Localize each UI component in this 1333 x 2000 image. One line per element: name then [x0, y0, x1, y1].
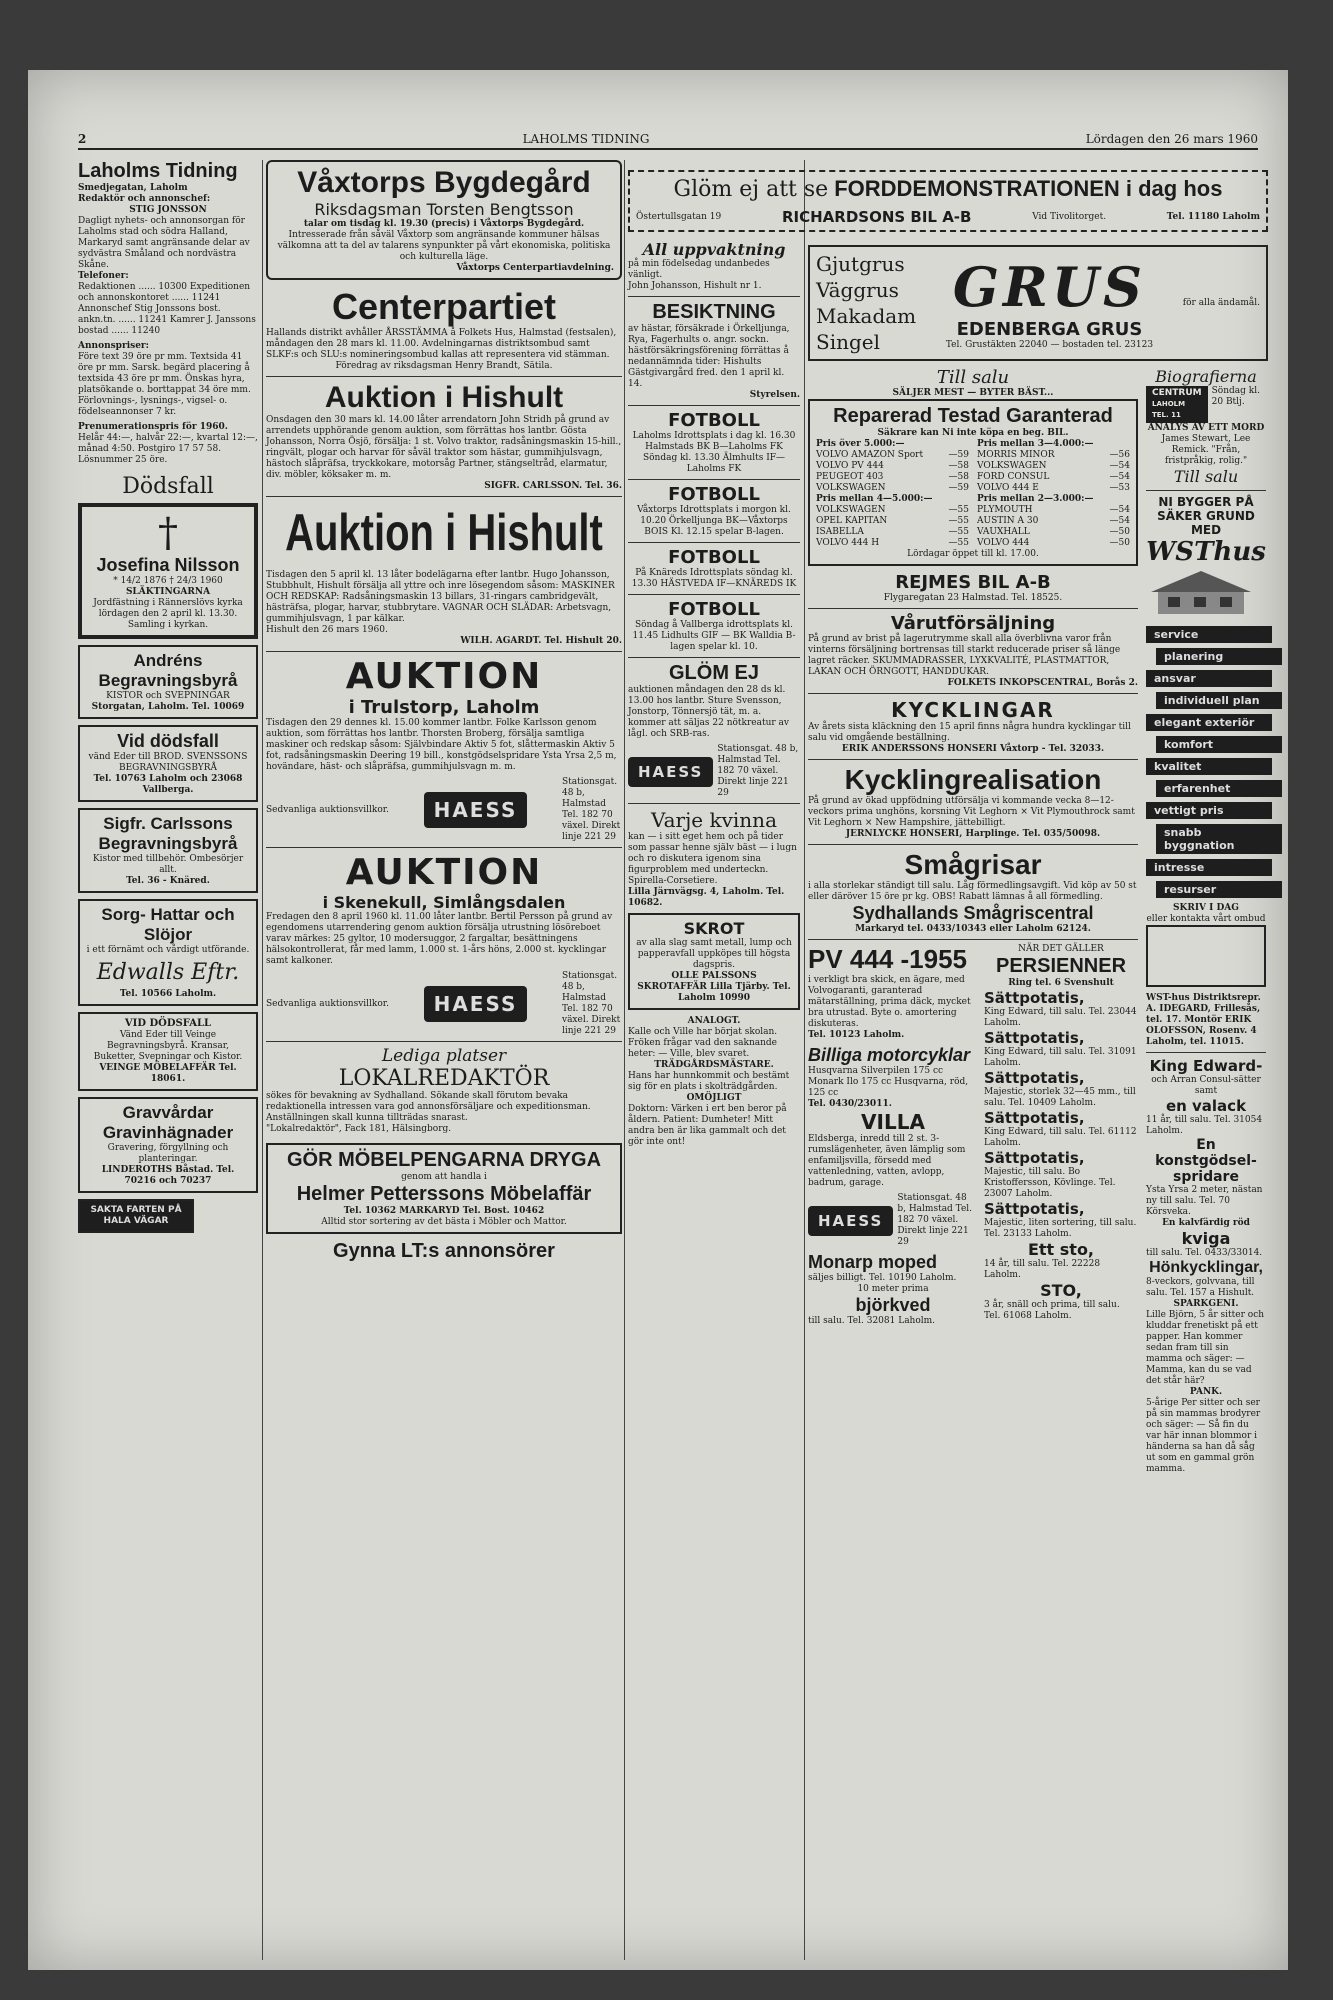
spark-title: SPARKGENI. — [1173, 1299, 1239, 1309]
car-row — [816, 472, 969, 483]
grus-big: GRUS — [952, 255, 1147, 319]
haess-addr: Stationsgat. 48 b, Halmstad Tel. 182 70 växel. Direkt linje 221 29 — [717, 744, 799, 798]
car-model: MORRIS MINOR — [977, 450, 1055, 460]
haess-logo-icon: HAESS — [628, 757, 713, 787]
bjork-pre: 10 meter prima — [857, 1284, 929, 1294]
grav-sub: Gravering, förgyllning och planteringar. — [107, 1143, 229, 1164]
vid2-ad — [78, 1012, 258, 1091]
grav-ad — [78, 1097, 258, 1193]
andrens-addr: Storgatan, Laholm. Tel. 10069 — [91, 702, 245, 712]
car-row — [977, 450, 1130, 461]
monarp-title: Monarp moped — [808, 1252, 937, 1272]
car-row — [977, 439, 1130, 450]
billiga-tel: Tel. 0430/23011. — [808, 1099, 892, 1109]
rep-title: Reparerad Testad Garanterad — [833, 405, 1113, 427]
car-year: —55 — [948, 516, 969, 526]
bjork-tel: till salu. Tel. 32081 Laholm. — [808, 1316, 936, 1326]
glom-addr: Östertullsgatan 19 — [636, 211, 722, 222]
center-title: Centerpartiet — [331, 286, 557, 327]
wst-tag: snabb byggnation — [1156, 824, 1282, 854]
skrot-text: av alla slag samt metall, lump och papperavfall uppköpes till högsta dagspris. — [636, 938, 792, 970]
wst-tag: kvalitet — [1146, 758, 1272, 775]
kyck-text: Av årets sista kläckning den 15 april finns några hundra kycklingar till salu vid omgående beställning. — [808, 722, 1131, 743]
car-model: FORD CONSUL — [977, 472, 1050, 482]
satt-3-title: Sättpotatis, — [984, 1069, 1085, 1087]
auktion-hishult-1-title: Auktion i Hishult — [324, 381, 564, 414]
vaxtorp-sign: Våxtorps Centerpartiavdelning. — [456, 263, 614, 273]
smag-text: i alla storlekar ständigt till salu. Låg förmedlingsavgift. Vid köp av 50 st eller däröver 15 öre pr kg. OBS! Rabatt lämnas å all förmedling. — [808, 881, 1137, 902]
car-year: —55 — [948, 538, 969, 548]
rejmes-name: REJMES BIL A-B — [895, 572, 1051, 593]
fotboll-1-title: FOTBOLL — [668, 410, 760, 431]
glom-title: GLÖM EJ — [668, 662, 759, 684]
vid2-tel: VEINGE MÖBELAFFÄR Tel. 18061. — [99, 1063, 237, 1084]
tillsalu-1: Till salu — [936, 367, 1010, 388]
rep-ad — [808, 399, 1138, 566]
car-model: Pris mellan 3—4.000:— — [977, 439, 1094, 449]
ford-banner — [628, 170, 1268, 238]
death-text: Jordfästning i Rännerslövs kyrka lördagen den 2 april kl. 13.30. Samling i kyrkan. — [93, 598, 243, 630]
wst-tags — [1146, 626, 1266, 898]
persi-tel: Ring tel. 6 Svenshult — [1008, 978, 1114, 988]
persi-pre: NÄR DET GÄLLER — [1018, 944, 1104, 954]
rejmes-addr: Flygaregatan 23 Halmstad. Tel. 18525. — [883, 593, 1063, 603]
car-model: PEUGEOT 403 — [816, 472, 884, 482]
car-model: VOLKSWAGEN — [816, 505, 886, 515]
car-section — [808, 367, 1138, 1475]
spark-text: Lille Björn, 5 år sitter och kluddar frenetiskt på ett papper. Han kommer sedan fram till sin mamma och säger: — Mamma, kan du se vad det står här? — [1146, 1310, 1265, 1386]
auktion-hishult-2-text: Tisdagen den 5 april kl. 13 låter bodelägarna efter lantbr. Hugo Johansson, Stubbhult, Hishult försälja all yttre och inre lösegendom såsom: MASKINER OCH REDSKAP: Radsåningsmaskin 13 billars, 31-ringars cambridgevält, hästräfsa, plogar, harvar, stubbrytare. VAGNAR OCH SLÄDAR: Arbetsvagn, gummihjulsvagn, 1 par kälkar. — [266, 570, 615, 624]
car-model: AUSTIN A 30 — [977, 516, 1039, 526]
villa-title: VILLA — [861, 1110, 925, 1134]
wst-tag: ansvar — [1146, 670, 1272, 687]
car-row — [977, 527, 1130, 538]
omoj-text: Doktorn: Värken i ert ben beror på åldern. Patient: Dumheter! Mitt andra ben är lika gammalt och det gör inte ont! — [628, 1104, 787, 1147]
car-year: —55 — [948, 505, 969, 515]
grus-side: för alla ändamål. — [1182, 297, 1260, 308]
auktion-trulstorp-sub: i Trulstorp, Laholm — [348, 697, 540, 718]
haess-addr: Stationsgat. 48 b, Halmstad Tel. 182 70 växel. Direkt linje 221 29 — [561, 777, 621, 842]
car-row — [816, 483, 969, 494]
phones-label: Telefoner: — [78, 271, 129, 281]
centrum-info: Söndag kl. 20 Btlj. — [1211, 386, 1260, 407]
villa-text: Eldsberga, inredd till 2 st. 3-rumslägenheter, även lämplig som enfamiljsvilla, försedd med vattenledning, vatten, avlopp, badrum, garage. — [808, 1134, 966, 1188]
sto-text: 3 år, snäll och prima, till salu. Tel. 61068 Laholm. — [984, 1300, 1120, 1321]
rep-open: Lördagar öppet till kl. 17.00. — [907, 549, 1039, 559]
kviga-title: kviga — [1181, 1229, 1231, 1248]
car-year: —59 — [948, 483, 969, 493]
syd-tel: Markaryd tel. 0433/10343 eller Laholm 62124. — [855, 924, 1091, 934]
centrum-logo-icon: CENTRUM LAHOLM TEL. 11 — [1146, 386, 1208, 423]
haess-logo-icon: HAESS — [424, 986, 528, 1022]
wst-tag: service — [1146, 626, 1272, 643]
car-model: ISABELLA — [816, 527, 864, 537]
bio-cast: James Stewart, Lee Remick. "Från, fristpråkig, rolig." — [1161, 434, 1251, 466]
var-sign: FOLKETS INKOPSCENTRAL, Borås 2. — [947, 678, 1138, 688]
death-notice — [78, 503, 258, 639]
car-model: VOLKSWAGEN — [977, 461, 1047, 471]
analogt-text: Kalle och Ville har börjat skolan. Fröken frågar vad den saknande heter: — Ville, blev svaret. — [628, 1027, 778, 1059]
car-year: —54 — [1109, 505, 1130, 515]
king-title: King Edward- — [1149, 1057, 1263, 1075]
andrens-ad — [78, 645, 258, 719]
king-text: och Arran Consul-sätter samt — [1151, 1075, 1261, 1096]
newspaper-page — [28, 70, 1288, 1970]
varje-sign: Lilla Järnvägsg. 4, Laholm. Tel. 10682. — [628, 887, 785, 908]
car-year: —58 — [948, 461, 969, 471]
vaxtorp-text: Intresserade från såväl Våxtorp som angränsande kommuner hälsas välkomna att ta del av talarens synpunkter på vårt ekonomiska, politiska och kulturella läge. — [277, 230, 611, 262]
vaxtorp-speaker: Riksdagsman Torsten Bengtsson — [314, 200, 574, 219]
car-row — [977, 516, 1130, 527]
auktion-hishult-2-sign: WILH. AGARDT. Tel. Hishult 20. — [460, 636, 622, 646]
fotboll-3-title: FOTBOLL — [668, 547, 760, 568]
honk-title: Hönkycklingar, — [1149, 1259, 1263, 1276]
mobel-name: Helmer Petterssons Möbelaffär — [296, 1183, 592, 1205]
kviga-pre: En kalvfärdig röd — [1162, 1218, 1250, 1228]
vid-dodsfall-ad — [78, 725, 258, 802]
car-year: —56 — [1109, 450, 1130, 460]
car-model: VOLKSWAGEN — [816, 483, 886, 493]
wst-addr: WST-hus Distriktsrepr. A. IDEGARD, Frillesås, tel. 17. Montör ERIK OLOFSSON, Rosenv. 4 Laholm, tel. 11015. — [1146, 993, 1261, 1047]
honk-text: 8-veckors, golvvana, till salu. Tel. 157 a Hishult. — [1146, 1277, 1255, 1298]
car-row — [816, 461, 969, 472]
car-model: VOLVO 444 — [977, 538, 1030, 548]
wst-tag: erfarenhet — [1156, 780, 1282, 797]
smag-title: Smågrisar — [904, 849, 1042, 880]
auktion-skenekull-text: Fredagen den 8 april 1960 kl. 11.00 låter lantbr. Bertil Persson på grund av egendomens utarrendering genom auktion försälja utrustning lösöreboet varav märkes: 25 gyltor, 10 modersuggor, 2 fargaltar, besättningens hälsokontrollerat, får med lamm, 1.000 st. 1-års höns, 2.000 st. kycklingar samt kalkoner. — [266, 912, 613, 966]
car-model: Pris mellan 4—5.000:— — [816, 494, 933, 504]
skrot-ad — [628, 913, 800, 1010]
death-dates: * 14/2 1876 † 24/3 1960 — [113, 576, 223, 586]
satt-2-text: King Edward, till salu. Tel. 31091 Laholm. — [984, 1047, 1137, 1068]
kyckr-sign: JERNLYCKE HONSERI, Harplinge. Tel. 035/50098. — [845, 829, 1101, 839]
wst-tag: resurser — [1156, 881, 1282, 898]
vid-text: vänd Eder till BROD. SVENSSONS BEGRAVNINGSBYRÅ — [88, 752, 248, 773]
konst-text: Ysta Yrsa 2 meter, nästan ny till salu. Tel. 70 Körsveka. — [1146, 1185, 1263, 1217]
satt-4-title: Sättpotatis, — [984, 1109, 1085, 1127]
car-year: —59 — [948, 450, 969, 460]
skriv-sub: eller kontakta vårt ombud — [1146, 914, 1266, 924]
column-rule — [624, 160, 625, 1960]
lokal-text: sökes för bevakning av Sydhalland. Sökande skall förutom bevaka redaktionella intressen vara god annonsförsäljare och expeditionsman. Anställningen skall kunna tillträdas snarast. — [266, 1091, 591, 1123]
fotboll-4-text: Söndag å Vallberga idrottsplats kl. 11.45 Lidhults GIF — BK Walldia B-lagen spelar kl. 10. — [632, 620, 796, 652]
pv-title: PV 444 -1955 — [808, 944, 968, 974]
car-row — [977, 538, 1130, 549]
glom-loc: Vid Tivolitorget. — [1032, 211, 1107, 222]
vaxtorp-ad — [266, 160, 622, 280]
car-model: PLYMOUTH — [977, 505, 1033, 515]
auktion-trulstorp-title: AUKTION — [345, 656, 543, 697]
auktion-hishult-2-title: Auktion i Hishult — [285, 504, 603, 562]
all-sign: John Johansson, Hishult nr 1. — [628, 281, 762, 291]
billiga-text: Husqvarna Silverpilen 175 cc Monark Ilo 175 cc Husqvarna, röd, 125 cc — [808, 1066, 969, 1098]
car-row — [816, 527, 969, 538]
wst-tag: individuell plan — [1156, 692, 1282, 709]
auktion-skenekull-sub: i Skenekull, Simlångsdalen — [322, 893, 566, 912]
vid-title: Vid dödsfall — [117, 731, 219, 751]
glom-pre: Glöm ej att se — [673, 176, 829, 202]
issue-date: Lördagen den 26 mars 1960 — [1085, 132, 1258, 146]
car-year: —58 — [948, 472, 969, 482]
glom-text: auktionen måndagen den 28 ds kl. 13.00 hos lantbr. Sture Svensson, Jonstorp, Tönnersjö tät, m. a. kommer att säljas 22 nötkreatur av lågl. och SRB-ras. — [628, 685, 790, 739]
bio-title: Biografierna — [1155, 367, 1257, 386]
death-relatives: SLÄKTINGARNA — [125, 587, 211, 597]
column-2 — [266, 160, 622, 1263]
car-row — [816, 516, 969, 527]
haess-addr: Stationsgat. 48 b, Halmstad Tel. 182 70 växel. Direkt linje 221 29 — [897, 1193, 973, 1247]
satt-6-text: Majestic, liten sortering, till salu. Tel. 23133 Laholm. — [984, 1218, 1137, 1239]
skriv-title: SKRIV I DAG — [1173, 903, 1239, 913]
fotboll-3-text: På Knäreds Idrottsplats söndag kl. 13.30 HÄSTVEDA IF—KNÄREDS IK — [631, 568, 797, 589]
satt-1-text: King Edward, till salu. Tel. 23044 Laholm. — [984, 1007, 1137, 1028]
glom-tel: Tel. 11180 Laholm — [1166, 211, 1260, 222]
all-text: på min födelsedag undanbedes vänligt. — [628, 259, 770, 280]
tillsalu-2: Till salu — [1173, 467, 1239, 486]
grav-title: Gravvårdar Gravinhägnader — [102, 1103, 234, 1142]
pank-title: PANK. — [1189, 1387, 1223, 1397]
sigfr-title: Sigfr. Carlssons Begravningsbyrå — [98, 814, 238, 853]
sorg-sub: i ett förnämt och vårdigt utförande. — [86, 945, 250, 955]
car-model: VAUXHALL — [977, 527, 1030, 537]
besik-text: av hästar, försäkrade i Örkelljunga, Rya, Fagerhults o. angr. sockn. hästförsäkringsförening förrättas å nedannämnda tider: Hishults Gästgivargård fred. den 1 april kl. 14. — [628, 324, 790, 389]
car-row — [977, 461, 1130, 472]
sigfr-tel: Tel. 36 - Knäred. — [126, 876, 210, 886]
coupon-box — [1146, 925, 1266, 987]
house-icon — [1146, 567, 1256, 617]
rep-sub: Säkrare kan Ni inte köpa en beg. BIL. — [877, 428, 1069, 438]
haess-logo-icon: HAESS — [808, 1206, 893, 1236]
sto-title: STO, — [1040, 1281, 1082, 1300]
fotboll-4-title: FOTBOLL — [668, 599, 760, 620]
fotboll-1-text: Laholms Idrottsplats i dag kl. 16.30 Halmstads BK B—Laholms FK Söndag kl. 13.30 Älmhults IF—Laholms FK — [632, 431, 796, 474]
billiga-title: Billiga motorcyklar — [808, 1045, 971, 1065]
paper-name: LAHOLMS TIDNING — [522, 132, 650, 146]
column-rule — [804, 160, 805, 1960]
car-model: OPEL KAPITAN — [816, 516, 888, 526]
valack-text: 11 år, till salu. Tel. 31054 Laholm. — [1146, 1115, 1263, 1136]
subscr-text: Helår 44:—, halvår 22:—, kvartal 12:—, månad 4:50. Postgiro 17 57 58. Lösnummer 25 öre. — [78, 433, 258, 465]
kyck-title: KYCKLINGAR — [891, 698, 1055, 722]
mobel-ad — [266, 1143, 622, 1234]
car-row — [816, 439, 969, 450]
car-model: VOLVO 444 E — [977, 483, 1039, 493]
trad-text: Hans har hunnkommit och bestämt sig för en plats i skolträdgården. — [628, 1071, 790, 1092]
auktion-trulstorp-text: Tisdagen den 29 dennes kl. 15.00 kommer lantbr. Folke Karlsson genom auktion, som förrättas hos lantbr. Thorsten Broberg, försälja samtliga maskiner och redskap såsom: Självbindare Aktiv 5 fot, slåttermaskin Aktiv 5 fot, radsåningsmaskin Deering 19 bill., konstgödselspridare Ysta Yrsa 2,5 m, hovändare, häst- och slåpräfsa, gummihjulsvagn m. m. — [266, 718, 617, 772]
mobel-foot: Alltid stor sortering av det bästa i Möbler och Mattor. — [321, 1217, 567, 1227]
analogt-title: ANALOGT. — [687, 1016, 741, 1026]
page-number: 2 — [78, 132, 87, 146]
sakta-box — [78, 1199, 194, 1233]
vaxtorp-when: talar om tisdag kl. 19.30 (precis) i Våxtorps Bygdegård. — [303, 219, 585, 229]
vid-tel: Tel. 10763 Laholm och 23068 Vallberga. — [93, 774, 243, 795]
andrens-sub: KISTOR och SVEPNINGAR — [106, 691, 230, 701]
varje-text: kan — i sitt eget hem och på tider som passar henne själv bäst — i lugn och ro diskutera igenom sina figurproblem med underteckn. Spirella-Corsetiere. — [628, 832, 797, 886]
right-strip — [1146, 367, 1266, 1475]
skrot-title: SKROT — [683, 919, 745, 938]
glom-name: RICHARDSONS BIL A-B — [781, 208, 972, 226]
auktion-hishult-1-sign: SIGFR. CARLSSON. Tel. 36. — [484, 481, 622, 491]
kyck-sign: ERIK ANDERSSONS HONSERI Våxtorp - Tel. 32033. — [841, 744, 1105, 754]
small-ads-right — [984, 944, 1138, 1327]
trad-title: TRÄDGÅRDSMÄSTARE. — [654, 1060, 774, 1070]
varje-title: Varje kvinna — [651, 808, 777, 832]
wst-logo-icon: WSThus — [1146, 537, 1266, 567]
andrens-title: Andréns Begravningsbyrå — [98, 651, 238, 690]
satt-4-text: King Edward, till salu. Tel. 61112 Laholm. — [984, 1127, 1137, 1148]
cross-icon: † — [158, 510, 178, 556]
dodsfall-heading: Dödsfall — [122, 474, 214, 499]
haess-logo-icon: HAESS — [424, 792, 528, 828]
auktion-hishult-2-when: Hishult den 26 mars 1960. — [266, 625, 388, 635]
gynna-text: Gynna LT:s annonsörer — [333, 1240, 555, 1262]
sigfr-ad — [78, 808, 258, 893]
wst-tag: vettigt pris — [1146, 802, 1272, 819]
fotboll-2-title: FOTBOLL — [668, 484, 760, 505]
fotboll-2-text: Våxtorps Idrottsplats i morgon kl. 10.20 Örkelljunga BK—Våxtorps BOIS Kl. 12.15 spelar B-lagen. — [637, 505, 791, 537]
konst-title: En konstgödsel-spridare — [1155, 1137, 1257, 1185]
car-row — [816, 450, 969, 461]
sorg-title: Sorg- Hattar och Slöjor — [101, 905, 235, 944]
satt-3-text: Majestic, storlek 32—45 mm., till salu. Tel. 10409 Laholm. — [984, 1087, 1136, 1108]
bygger-text: NI BYGGER PÅ SÄKER GRUND MED — [1157, 495, 1255, 537]
car-row — [816, 494, 969, 505]
glom-main: FORDDEMONSTRATIONEN i dag hos — [834, 176, 1223, 201]
lokal-sign: "Lokalredaktör", Fack 181, Hälsingborg. — [266, 1124, 452, 1134]
sorg-ad — [78, 899, 258, 1006]
pv-tel: Tel. 10123 Laholm. — [808, 1030, 905, 1040]
all-title: All uppvaktning — [642, 240, 786, 259]
pank-text: 5-årige Per sitter och ser på sin mammas brodyrer och säger: — Så fin du var här innan blommor i händerna sa han då såg ut som en gammal grön mamma. — [1146, 1398, 1261, 1474]
car-model: VOLVO AMAZON Sport — [816, 450, 924, 460]
lediga-title: Lediga platser — [381, 1046, 507, 1066]
mobel-addr: Tel. 10362 MARKARYD Tel. Bost. 10462 — [343, 1206, 545, 1216]
mobel-title: GÖR MÖBELPENGARNA DRYGA — [286, 1149, 602, 1171]
wst-tag: planering — [1156, 648, 1282, 665]
car-row — [816, 538, 969, 549]
car-year: —50 — [1109, 527, 1130, 537]
bio-film: ANALYS AV ETT MORD — [1147, 423, 1265, 433]
satt-5-text: Majestic, till salu. Bo Kristoffersson, Kövlinge. Tel. 23007 Laholm. — [984, 1167, 1116, 1199]
car-row — [816, 505, 969, 516]
death-name: Josefina Nilsson — [96, 555, 240, 575]
small-ads-left — [808, 944, 978, 1327]
masthead-desc: Dagligt nyhets- och annonsorgan för Laholms stad och södra Halland, Markaryd samt angränsande delar av sydvästra Småland och nordvästra Skåne. — [78, 216, 250, 270]
ett-title: Ett sto, — [1027, 1240, 1095, 1259]
wst-tag: intresse — [1146, 859, 1272, 876]
mobel-sub: genom att handla i — [401, 1172, 487, 1182]
prices-label: Annonspriser: — [78, 341, 149, 351]
satt-1-title: Sättpotatis, — [984, 989, 1085, 1007]
column-rule — [262, 160, 263, 1960]
satt-6-title: Sättpotatis, — [984, 1200, 1085, 1218]
persi-title: PERSIENNER — [995, 955, 1127, 977]
shop-logo-icon: Edwalls Eftr. — [96, 960, 240, 985]
column-1 — [78, 160, 258, 1239]
editor-label: Redaktör och annonschef: — [78, 194, 211, 204]
sigfr-sub: Kistor med tillbehör. Ombesörjer allt. — [92, 854, 244, 875]
besik-title: BESIKTNING — [652, 301, 776, 323]
vid2-title: VID DÖDSFALL — [124, 1018, 212, 1029]
car-year: —50 — [1109, 538, 1130, 548]
column-4 — [808, 245, 1268, 1475]
haess-addr: Stationsgat. 48 b, Halmstad Tel. 182 70 växel. Direkt linje 221 29 — [561, 971, 621, 1036]
var-title: Vårutförsäljning — [890, 613, 1056, 634]
car-year: —55 — [948, 527, 969, 537]
cars-left — [816, 439, 969, 549]
syd-title: Sydhallands Smågriscentral — [852, 903, 1094, 923]
car-row — [977, 505, 1130, 516]
lokal-title: LOKALREDAKTÖR — [338, 1066, 550, 1091]
column-3 — [628, 240, 800, 1148]
auktion-skenekull-title: AUKTION — [345, 852, 543, 893]
satt-5-title: Sättpotatis, — [984, 1149, 1085, 1167]
center-text: Hallands distrikt avhåller ÅRSSTÄMMA å Folkets Hus, Halmstad (festsalen), måndagen den 28 mars kl. 11.00. Avdelningarnas distriktsombud samt SLKF:s och SLU:s nomineringsombud kallas att representera vid stämman. — [266, 328, 617, 360]
monarp-text: säljes billigt. Tel. 10190 Laholm. — [808, 1273, 957, 1283]
prices-text: Före text 39 öre pr mm. Textsida 41 öre pr mm. Sarsk. begärd placering å textsida 43 öre pr mm. Önskas hyra, platsökande o. borttappat 34 öre mm. Förlovnings-, lysnings-, vigsel- o. födelseannonser 7 kr. — [78, 352, 251, 417]
editor-name: STIG JONSSON — [129, 205, 207, 215]
car-row — [977, 483, 1130, 494]
besik-sign: Styrelsen. — [749, 390, 800, 400]
ett-text: 14 år, till salu. Tel. 22228 Laholm. — [984, 1259, 1101, 1280]
grus-tel: Tel. Grustäkten 22040 — bostaden tel. 23123 — [945, 340, 1154, 350]
valack-title: en valack — [1165, 1097, 1247, 1115]
grav-tel: LINDEROTHS Båstad. Tel. 70216 och 70237 — [101, 1165, 235, 1186]
center-text2: Föredrag av riksdagsman Henry Brandt, Sätila. — [335, 361, 553, 371]
car-row — [977, 494, 1130, 505]
car-model: Pris över 5.000:— — [816, 439, 905, 449]
var-text: På grund av brist på lagerutrymme skall alla överblivna varor från vinterns försäljning bortrensas till starkt reducerade priser så länge lagret räcker. SKUMMADRASSER, LYXKVALITÉ, PLASTMATTOR, LAKAN OCH ÖRNGOTT, HANDDUKAR. — [808, 634, 1121, 677]
auktion-skenekull-foot: Sedvanliga auktionsvillkor. — [266, 998, 389, 1009]
skrot-sign: OLLE PALSSONS SKROTAFFÄR Lilla Tjärby. Tel. Laholm 10990 — [637, 971, 791, 1003]
vid2-text: Vänd Eder till Veinge Begravningsbyrå. Kransar, Buketter, Svepningar och Kistor. — [93, 1030, 243, 1062]
car-model: Pris mellan 2—3.000:— — [977, 494, 1094, 504]
car-year: —53 — [1109, 483, 1130, 493]
car-year: —54 — [1109, 472, 1130, 482]
car-row — [977, 472, 1130, 483]
saljer: SÄLJER MEST — BYTER BÄST... — [892, 388, 1054, 398]
kyckr-text: På grund av ökad uppfödning utförsälja vi kommande vecka 8—12-veckors prima unghöns, korsning Vit Leghorn × Vit Plymouthrock samt Vit Leghorn × New Hampshire, jättebilligt. — [808, 796, 1135, 828]
car-year: —54 — [1109, 516, 1130, 526]
wst-tag: komfort — [1156, 736, 1282, 753]
page-header — [78, 132, 1258, 150]
car-model: VOLVO 444 H — [816, 538, 880, 548]
grus-list: Gjutgrus Väggrus Makadam Singel — [816, 252, 917, 354]
sorg-tel: Tel. 10566 Laholm. — [119, 989, 217, 999]
kviga-text: till salu. Tel. 0433/33014. — [1146, 1248, 1263, 1258]
omoj-title: OMÖJLIGT — [686, 1093, 742, 1103]
satt-2-title: Sättpotatis, — [984, 1029, 1085, 1047]
grus-ad — [808, 245, 1268, 361]
pv-text: i verkligt bra skick, en ägare, med Volvogaranti, garanterad mätarställning, prima däck, mycket bra utrustad. Byte o. amortering diskuteras. — [808, 975, 971, 1029]
bjork-title: björkved — [855, 1295, 931, 1315]
kyckr-title: Kycklingrealisation — [844, 764, 1102, 795]
wst-tag: elegant exteriör — [1146, 714, 1272, 731]
car-year: —54 — [1109, 461, 1130, 471]
sakta-text: SAKTA FARTEN PÅ HALA VÄGAR — [90, 1205, 182, 1226]
phones-text: Redaktionen ...... 10300 Expeditionen och annonskontoret ...... 11241 Annonschef Stig Jonssons bost. ankn.tn. ...... 11241 Kamrer J. Janssons bostad ...... 11240 — [78, 282, 256, 336]
masthead-title: Laholms Tidning — [78, 160, 238, 182]
cars-right — [977, 439, 1130, 549]
subscr-label: Prenumerationspris för 1960. — [78, 422, 228, 432]
auktion-trulstorp-foot: Sedvanliga auktionsvillkor. — [266, 804, 389, 815]
grus-name: EDENBERGA GRUS — [956, 319, 1143, 340]
auktion-hishult-1-text: Onsdagen den 30 mars kl. 14.00 låter arrendatorn John Stridh på grund av arrendets upphörande genom auktion, som förrättas hos lantbr. Gösta Johansson, Norra Ösjö, försälja: 1 st. Volvo traktor, radsåningsmaskin 15-hill., ringvält, plogar och harvar för såväl traktor som hästar, gummihjulsvagn, hästoch slåpräfsa, tryckkokare, motorsåg Partner, stängseltråd, elarmatur, div. möbler, köksaker m. m. — [266, 415, 622, 480]
vaxtorp-title: Våxtorps Bygdegård — [297, 166, 591, 199]
masthead-address: Smedjegatan, Laholm — [78, 183, 188, 193]
car-model: VOLVO PV 444 — [816, 461, 884, 471]
